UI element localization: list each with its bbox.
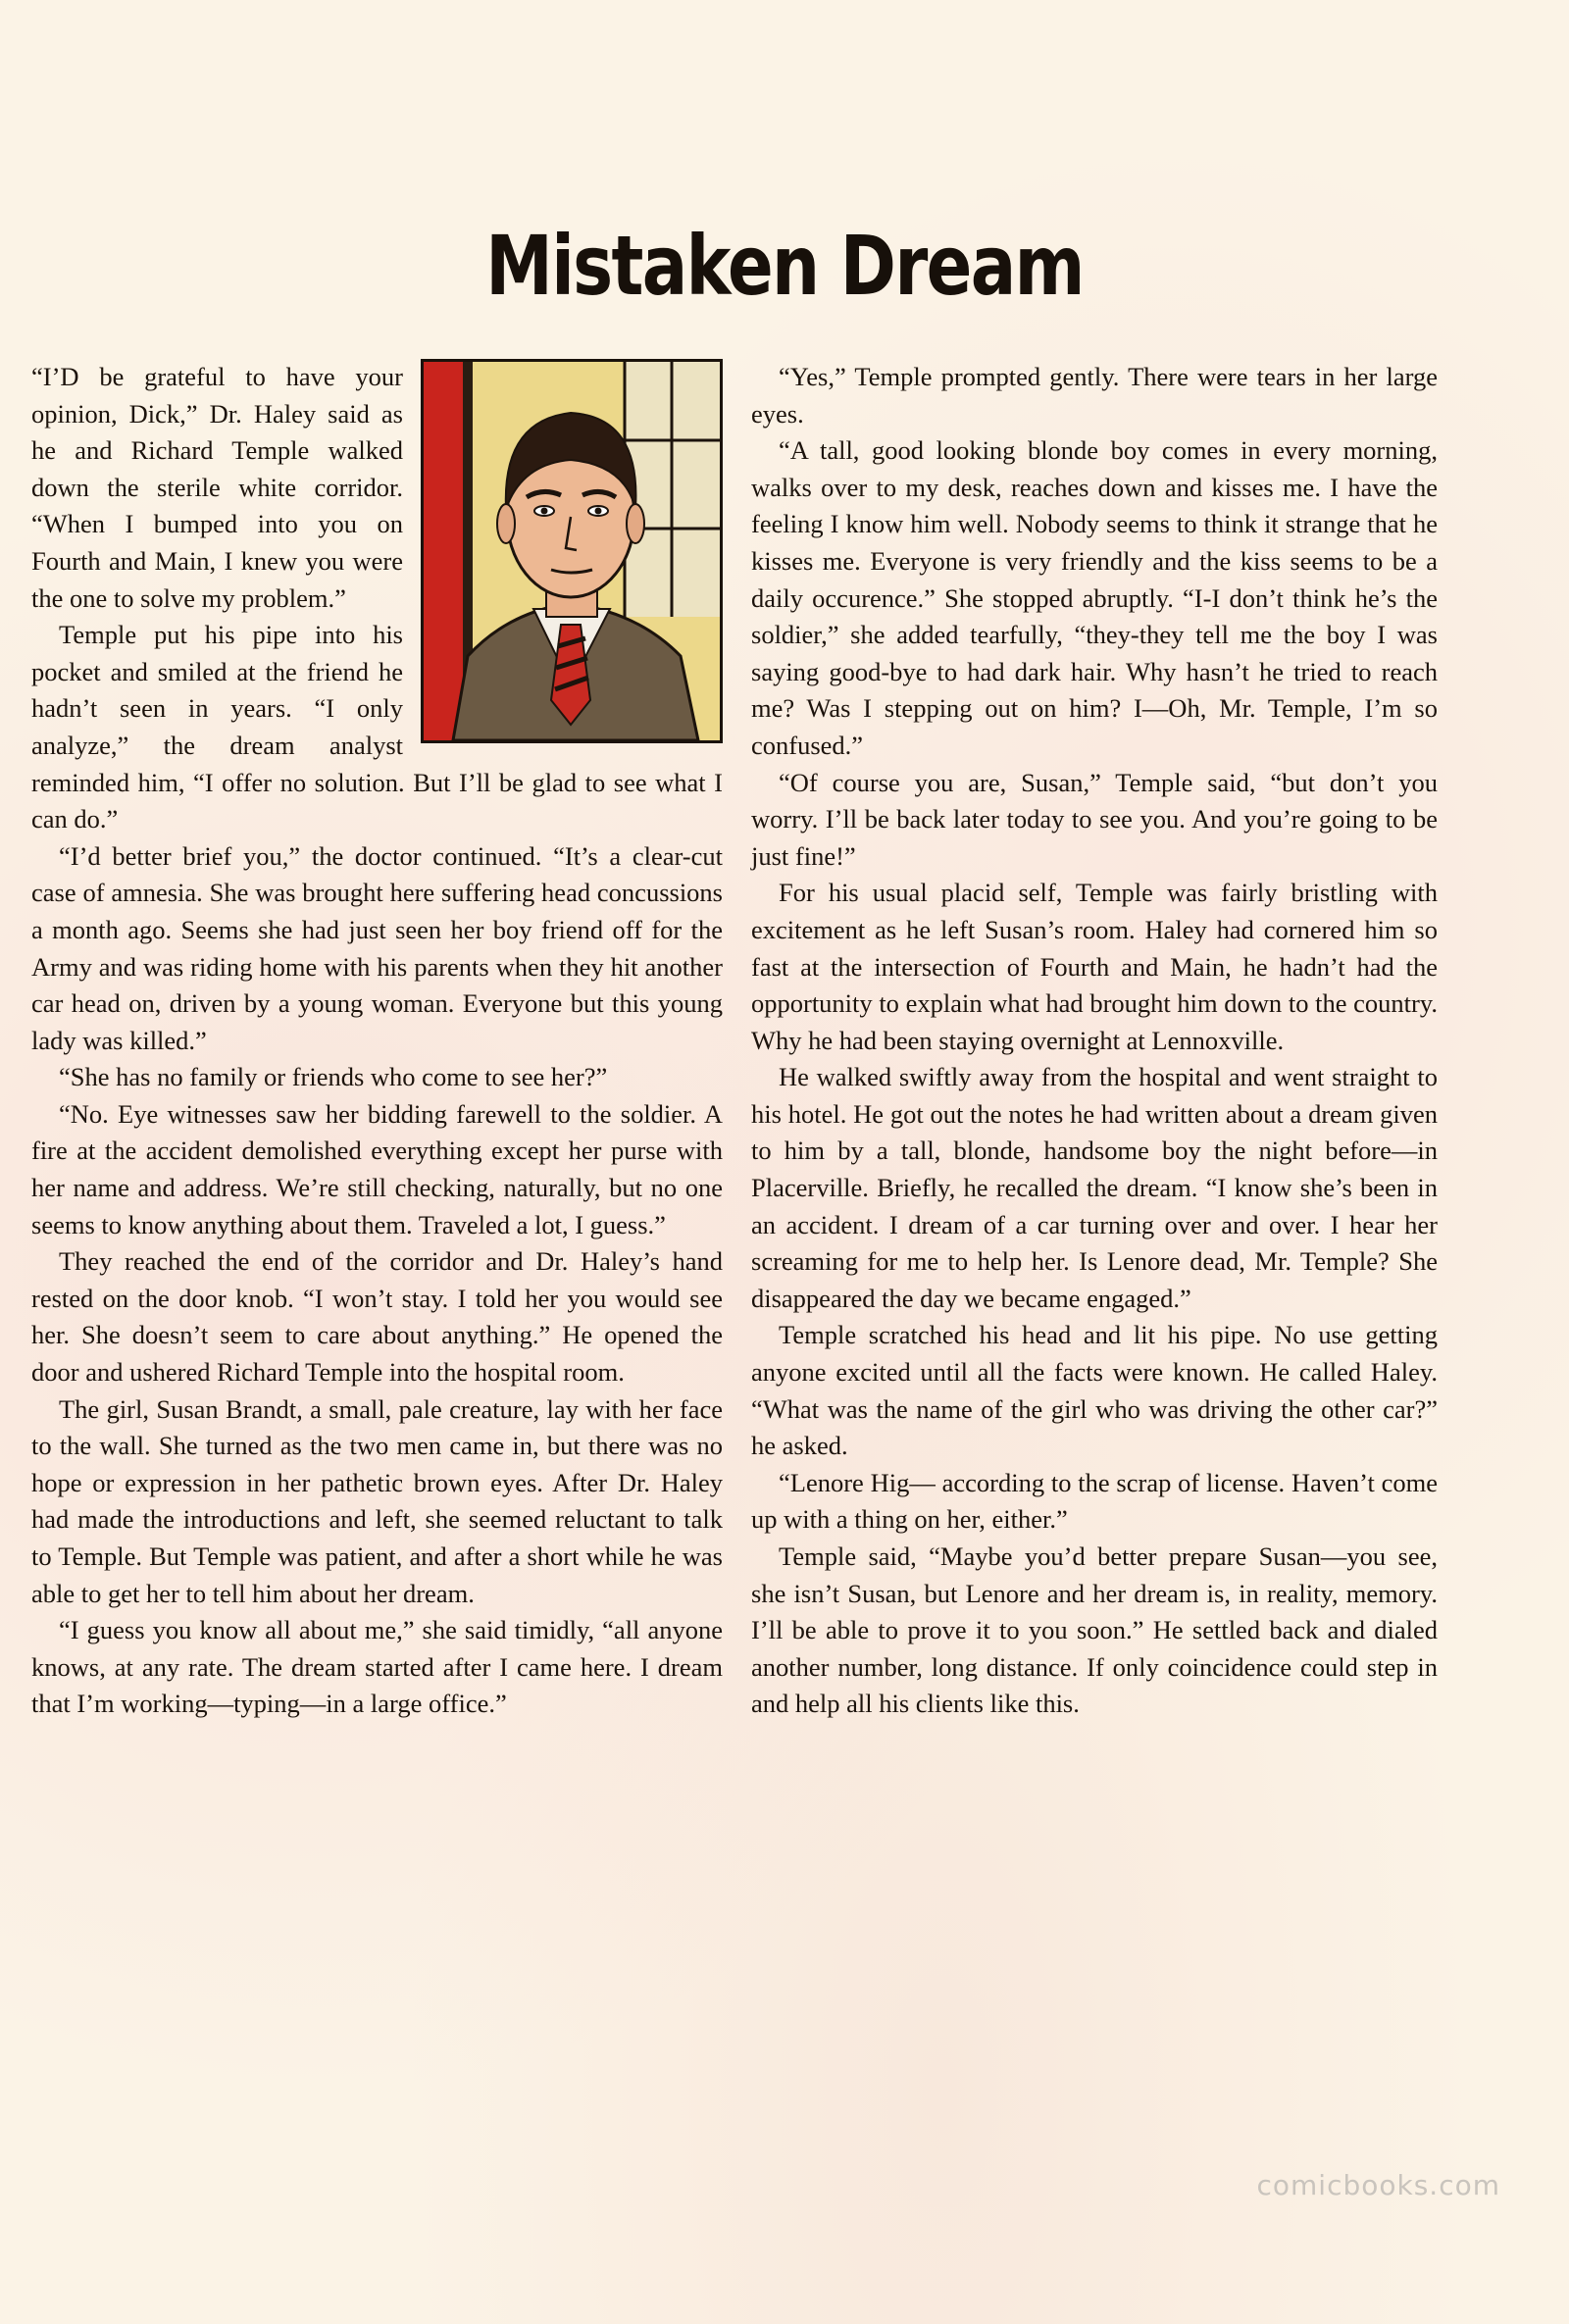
left-paragraph: “I’d better brief you,” the doctor continued. “It’s a clear-cut case of amnesia. She was brought here suffering head concussions a month ago. Seems she had just seen her boy friend off for the Army and was riding home with his parents when they hit another car head on, driven by a young woman. Everyone but this young lady was killed.” [31, 840, 723, 1055]
left-paragraph: They reached the end of the corridor and Dr. Haley’s hand rested on the door knob. “I won’t stay. I told her you would see her. She doesn’t seem to care about anything.” He opened the door and ushered Richard Temple into the hospital room. [31, 1246, 723, 1388]
right-paragraph: For his usual placid self, Temple was fairly bristling with excitement as he left Susan’s room. Haley had cornered him so fast at the intersection of Fourth and Main, he hadn’t had the opportunity to explain what had brought him down to the country. Why he had been staying overnight at Lennoxville. [751, 878, 1438, 1055]
right-paragraph: “Of course you are, Susan,” Temple said, “but don’t you worry. I’ll be back later today to see you. And you’re going to be just fine!” [751, 767, 1438, 871]
left-paragraph: “She has no family or friends who come to see her?” [59, 1062, 608, 1092]
site-watermark: comicbooks.com [1256, 2169, 1500, 2201]
right-paragraph: “Lenore Hig— according to the scrap of license. Haven’t come up with a thing on her, either.” [751, 1467, 1438, 1535]
left-paragraph: “I guess you know all about me,” she said timidly, “all anyone knows, at any rate. The dream started after I came here. I dream that I’m working—typing—in a large office.” [31, 1615, 723, 1719]
left-paragraph: “I’D be grateful to have your opinion, Dick,” Dr. Haley said as he and Richard Temple walked down the sterile white corridor. “When I bumped into you on Fourth and Main, I knew you were the one to solve my problem.” [31, 362, 403, 613]
right-paragraph: Temple said, “Maybe you’d better prepare Susan—you see, she isn’t Susan, but Lenore and her dream is, in reality, memory. I’ll be able to prove it to you soon.” He settled back and dialed another number, long distance. If only coincidence could step in and help all his clients like this. [751, 1541, 1438, 1719]
left-paragraph: Temple put his pipe into his pocket and smiled at the friend he hadn’t seen in years. “I only analyze,” the dream analyst reminded him, “I offer no solution. But I’ll be glad to see what I can do.” [31, 620, 723, 834]
right-paragraph: “Yes,” Temple prompted gently. There were tears in her large eyes. [751, 362, 1438, 429]
left-column [31, 359, 723, 2183]
right-paragraph: Temple scratched his head and lit his pipe. No use getting anyone excited until all the facts were known. He called Haley. “What was the name of the girl who was driving the other car?” he asked. [751, 1320, 1438, 1461]
man-portrait-illustration [421, 359, 723, 743]
story-title: Mistaken Dream [485, 218, 1084, 314]
left-paragraph: The girl, Susan Brandt, a small, pale creature, lay with her face to the wall. She turned as the two men came in, but there was no hope or expression in her pathetic brown eyes. After Dr. Haley had made the introductions and left, she seemed reluctant to talk to Temple. But Temple was patient, and after a short while he was able to get her to tell him about her dream. [31, 1393, 723, 1608]
right-column [751, 359, 1438, 2183]
left-paragraph: “No. Eye witnesses saw her bidding farewell to the soldier. A fire at the accident demolished everything except her purse with her name and address. We’re still checking, naturally, but no one seems to know anything about them. Traveled a lot, I guess.” [31, 1098, 723, 1239]
right-paragraph: He walked swiftly away from the hospital and went straight to his hotel. He got out the notes he had written about a dream given to him by a tall, blonde, handsome boy the night before—in Placerville. Briefly, he recalled the dream. “I know she’s been in an accident. I dream of a car turning over and over. I hear her screaming for me to help her. Is Lenore dead, Mr. Temple? She disappeared the day we became engaged.” [751, 1062, 1438, 1313]
right-paragraph: “A tall, good looking blonde boy comes in every morning, walks over to my desk, reaches down and kisses me. I have the feeling I know him well. Nobody seems to think it strange that he kisses me. Everyone is very friendly and the kiss seems to be a daily occurence.” She stopped abruptly. “I-I don’t think he’s the soldier,” she added tearfully, “they-they tell me the boy I was saying good-bye to had dark hair. Why hasn’t he tried to reach me? Was I stepping out on him? I—Oh, Mr. Temple, I’m so confused.” [751, 435, 1438, 760]
